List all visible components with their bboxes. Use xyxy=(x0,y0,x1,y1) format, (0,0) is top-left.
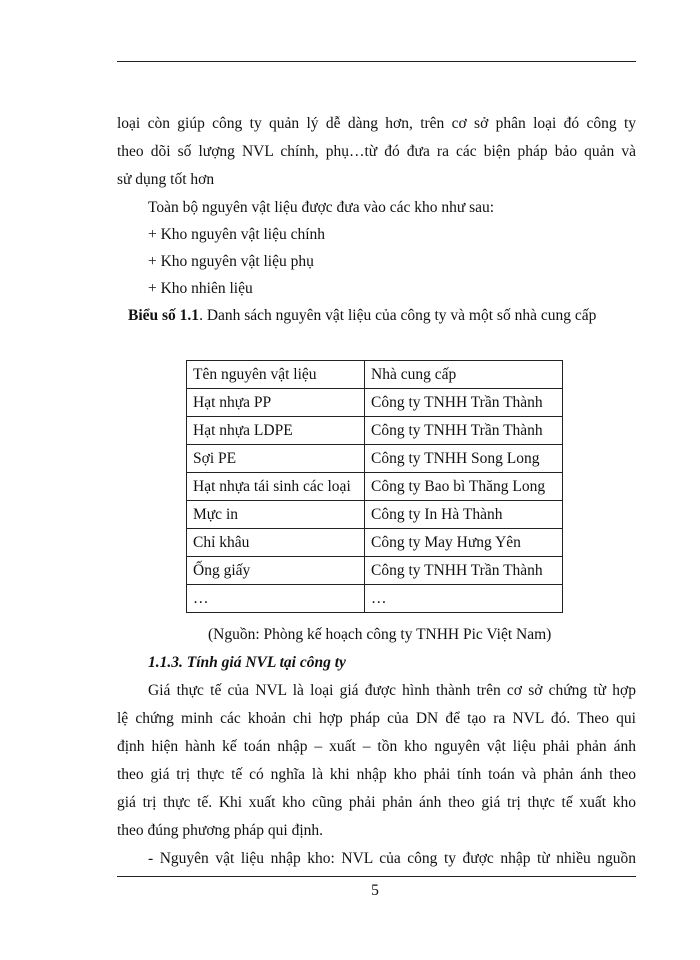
footer-rule xyxy=(117,876,636,877)
material-cell: Hạt nhựa LDPE xyxy=(187,417,365,445)
material-cell: Mực in xyxy=(187,501,365,529)
material-cell: Sợi PE xyxy=(187,445,365,473)
paragraph-line: loại còn giúp công ty quản lý dễ dàng hơn, trên cơ sở phân loại đó công ty xyxy=(117,115,636,132)
column-header-supplier: Nhà cung cấp xyxy=(365,361,563,389)
paragraph-line: - Nguyên vật liệu nhập kho: NVL của công ty được nhập từ nhiều nguồn xyxy=(148,850,636,867)
supplier-cell: Công ty TNHH Trần Thành xyxy=(365,417,563,445)
supplier-cell: Công ty TNHH Song Long xyxy=(365,445,563,473)
table-row xyxy=(187,557,563,585)
warehouse-item-aux: + Kho nguyên vật liệu phụ xyxy=(148,253,314,270)
table-caption-text: . Danh sách nguyên vật liệu của công ty và một số nhà cung cấp xyxy=(199,307,597,324)
table-source-note: (Nguồn: Phòng kế hoạch công ty TNHH Pic Việt Nam) xyxy=(208,626,552,643)
paragraph-line: Giá thực tế của NVL là loại giá được hình thành trên cơ sở chứng từ hợp xyxy=(148,682,636,699)
table-row xyxy=(187,501,563,529)
table-caption-label: Biểu số 1.1 xyxy=(128,307,200,324)
paragraph-line: theo đúng phương pháp qui định. xyxy=(117,822,324,839)
paragraph-line: lệ chứng minh các khoản chi hợp pháp của DN để tạo ra NVL đó. Theo qui xyxy=(117,710,636,727)
section-heading: 1.1.3. Tính giá NVL tại công ty xyxy=(148,654,346,671)
table-caption xyxy=(128,307,596,325)
paragraph-line: định hiện hành kế toán nhập – xuất – tồn kho nguyên vật liệu phải phản ánh xyxy=(117,738,636,755)
supplier-cell: Công ty In Hà Thành xyxy=(365,501,563,529)
table-row xyxy=(187,445,563,473)
paragraph-line: sử dụng tốt hơn xyxy=(117,171,215,188)
material-cell: Hạt nhựa PP xyxy=(187,389,365,417)
material-supplier-table xyxy=(186,360,563,613)
table-row xyxy=(187,529,563,557)
table-header-row xyxy=(187,361,563,389)
header-rule xyxy=(117,61,636,62)
material-cell: Hạt nhựa tái sinh các loại xyxy=(187,473,365,501)
material-cell: Ống giấy xyxy=(187,557,365,585)
paragraph-line: giá trị thực tế. Khi xuất kho cũng phải phản ánh theo giá trị thực tế xuất kho xyxy=(117,794,636,811)
paragraph-line: theo dõi số lượng NVL chính, phụ…từ đó đưa ra các biện pháp bảo quản và xyxy=(117,143,636,160)
supplier-cell: Công ty Bao bì Thăng Long xyxy=(365,473,563,501)
warehouse-intro: Toàn bộ nguyên vật liệu được đưa vào các kho như sau: xyxy=(148,199,495,216)
table-row xyxy=(187,389,563,417)
table-row xyxy=(187,585,563,613)
column-header-material: Tên nguyên vật liệu xyxy=(187,361,365,389)
page-number: 5 xyxy=(371,882,379,899)
table-row xyxy=(187,417,563,445)
warehouse-item-main: + Kho nguyên vật liệu chính xyxy=(148,226,326,243)
warehouse-item-fuel: + Kho nhiên liệu xyxy=(148,280,253,297)
supplier-cell: Công ty May Hưng Yên xyxy=(365,529,563,557)
supplier-cell: Công ty TNHH Trần Thành xyxy=(365,389,563,417)
material-cell: … xyxy=(187,585,365,613)
supplier-cell: … xyxy=(365,585,563,613)
table-row xyxy=(187,473,563,501)
paragraph-line: theo giá trị thực tế có nghĩa là khi nhập kho phải tính toán và phản ánh theo xyxy=(117,766,636,783)
supplier-cell: Công ty TNHH Trần Thành xyxy=(365,557,563,585)
material-cell: Chỉ khâu xyxy=(187,529,365,557)
